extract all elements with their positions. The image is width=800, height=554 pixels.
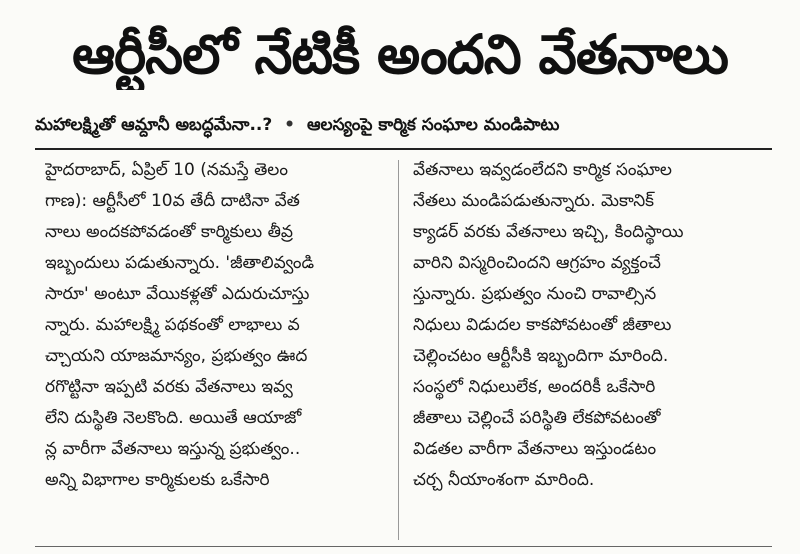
text-line: న్ల వారీగా వేతనాలు ఇస్తున్న ప్రభుత్వం.. [45, 439, 301, 459]
text-line: అన్ని విభాగాల కార్మికులకు ఒకేసారి [45, 470, 270, 490]
subhead-left: మహాలక్ష్మితో ఆమ్దానీ అబద్ధమేనా..? [35, 115, 273, 135]
text-line: సారూ' అంటూ వేయికళ్లతో ఎదురుచూస్తు [45, 284, 310, 304]
headline: ఆర్టీసీలో నేటికీ అందని వేతనాలు [72, 23, 728, 86]
text-line: హైదరాబాద్, ఏప్రిల్ 10 (నమస్తే తెలం [45, 160, 288, 180]
text-line: చ్చాయని యాజమాన్యం, ప్రభుత్వం ఊద [45, 346, 308, 366]
text-line: క్యాడర్ వరకు వేతనాలు ఇచ్చి, కిందిస్థాయి [413, 222, 684, 242]
subhead-right: ఆలస్యంపై కార్మిక సంఘాల మండిపాటు [306, 115, 560, 135]
text-line: చెల్లించటం ఆర్టీసీకి ఇబ్బందిగా మారింది. [413, 346, 669, 366]
text-line: లేని దుస్థితి నెలకొంది. అయితే ఆయాజో [45, 408, 302, 428]
subhead-bullet: • [284, 115, 296, 135]
bottom-rule [35, 546, 772, 547]
left-column [45, 155, 395, 496]
subheadline [35, 111, 790, 139]
text-line: సంస్థలో నిధులులేక, అందరికీ ఒకేసారి [413, 377, 656, 397]
top-rule [35, 148, 772, 150]
text-line: నేతలు మండిపడుతున్నారు. మెకానిక్ [413, 191, 655, 211]
text-line: నాలు అందకపోవడంతో కార్మికులు తీవ్ర [45, 222, 293, 242]
text-line: వారిని విస్మరించిందని ఆగ్రహం వ్యక్తంచే [413, 253, 661, 273]
text-line: గాణ): ఆర్టీసీలో 10వ తేదీ దాటినా వేత [45, 191, 300, 211]
text-line: స్తున్నారు. ప్రభుత్వం నుంచి రావాల్సిన [413, 284, 657, 304]
right-column [413, 155, 763, 496]
text-line: ఇబ్బందులు పడుతున్నారు. 'జీతాలివ్వండి [45, 253, 315, 273]
text-line: విడతల వారీగా వేతనాలు ఇస్తుండటం [413, 439, 657, 459]
text-line: జీతాలు చెల్లించే పరిస్థితి లేకపోవటంతో [413, 408, 661, 428]
text-line: న్నారు. మహాలక్ష్మి పథకంతో లాభాలు వ [45, 315, 300, 335]
text-line: నిధులు విడుదల కాకపోవటంతో జీతాలు [413, 315, 672, 335]
text-line: వేతనాలు ఇవ్వడంలేదని కార్మిక సంఘాల [413, 160, 672, 180]
text-line: రగొట్టినా ఇప్పటి వరకు వేతనాలు ఇవ్వ [45, 377, 293, 397]
column-divider [398, 160, 399, 540]
text-line: చర్చ నీయాంశంగా మారింది. [413, 470, 595, 490]
